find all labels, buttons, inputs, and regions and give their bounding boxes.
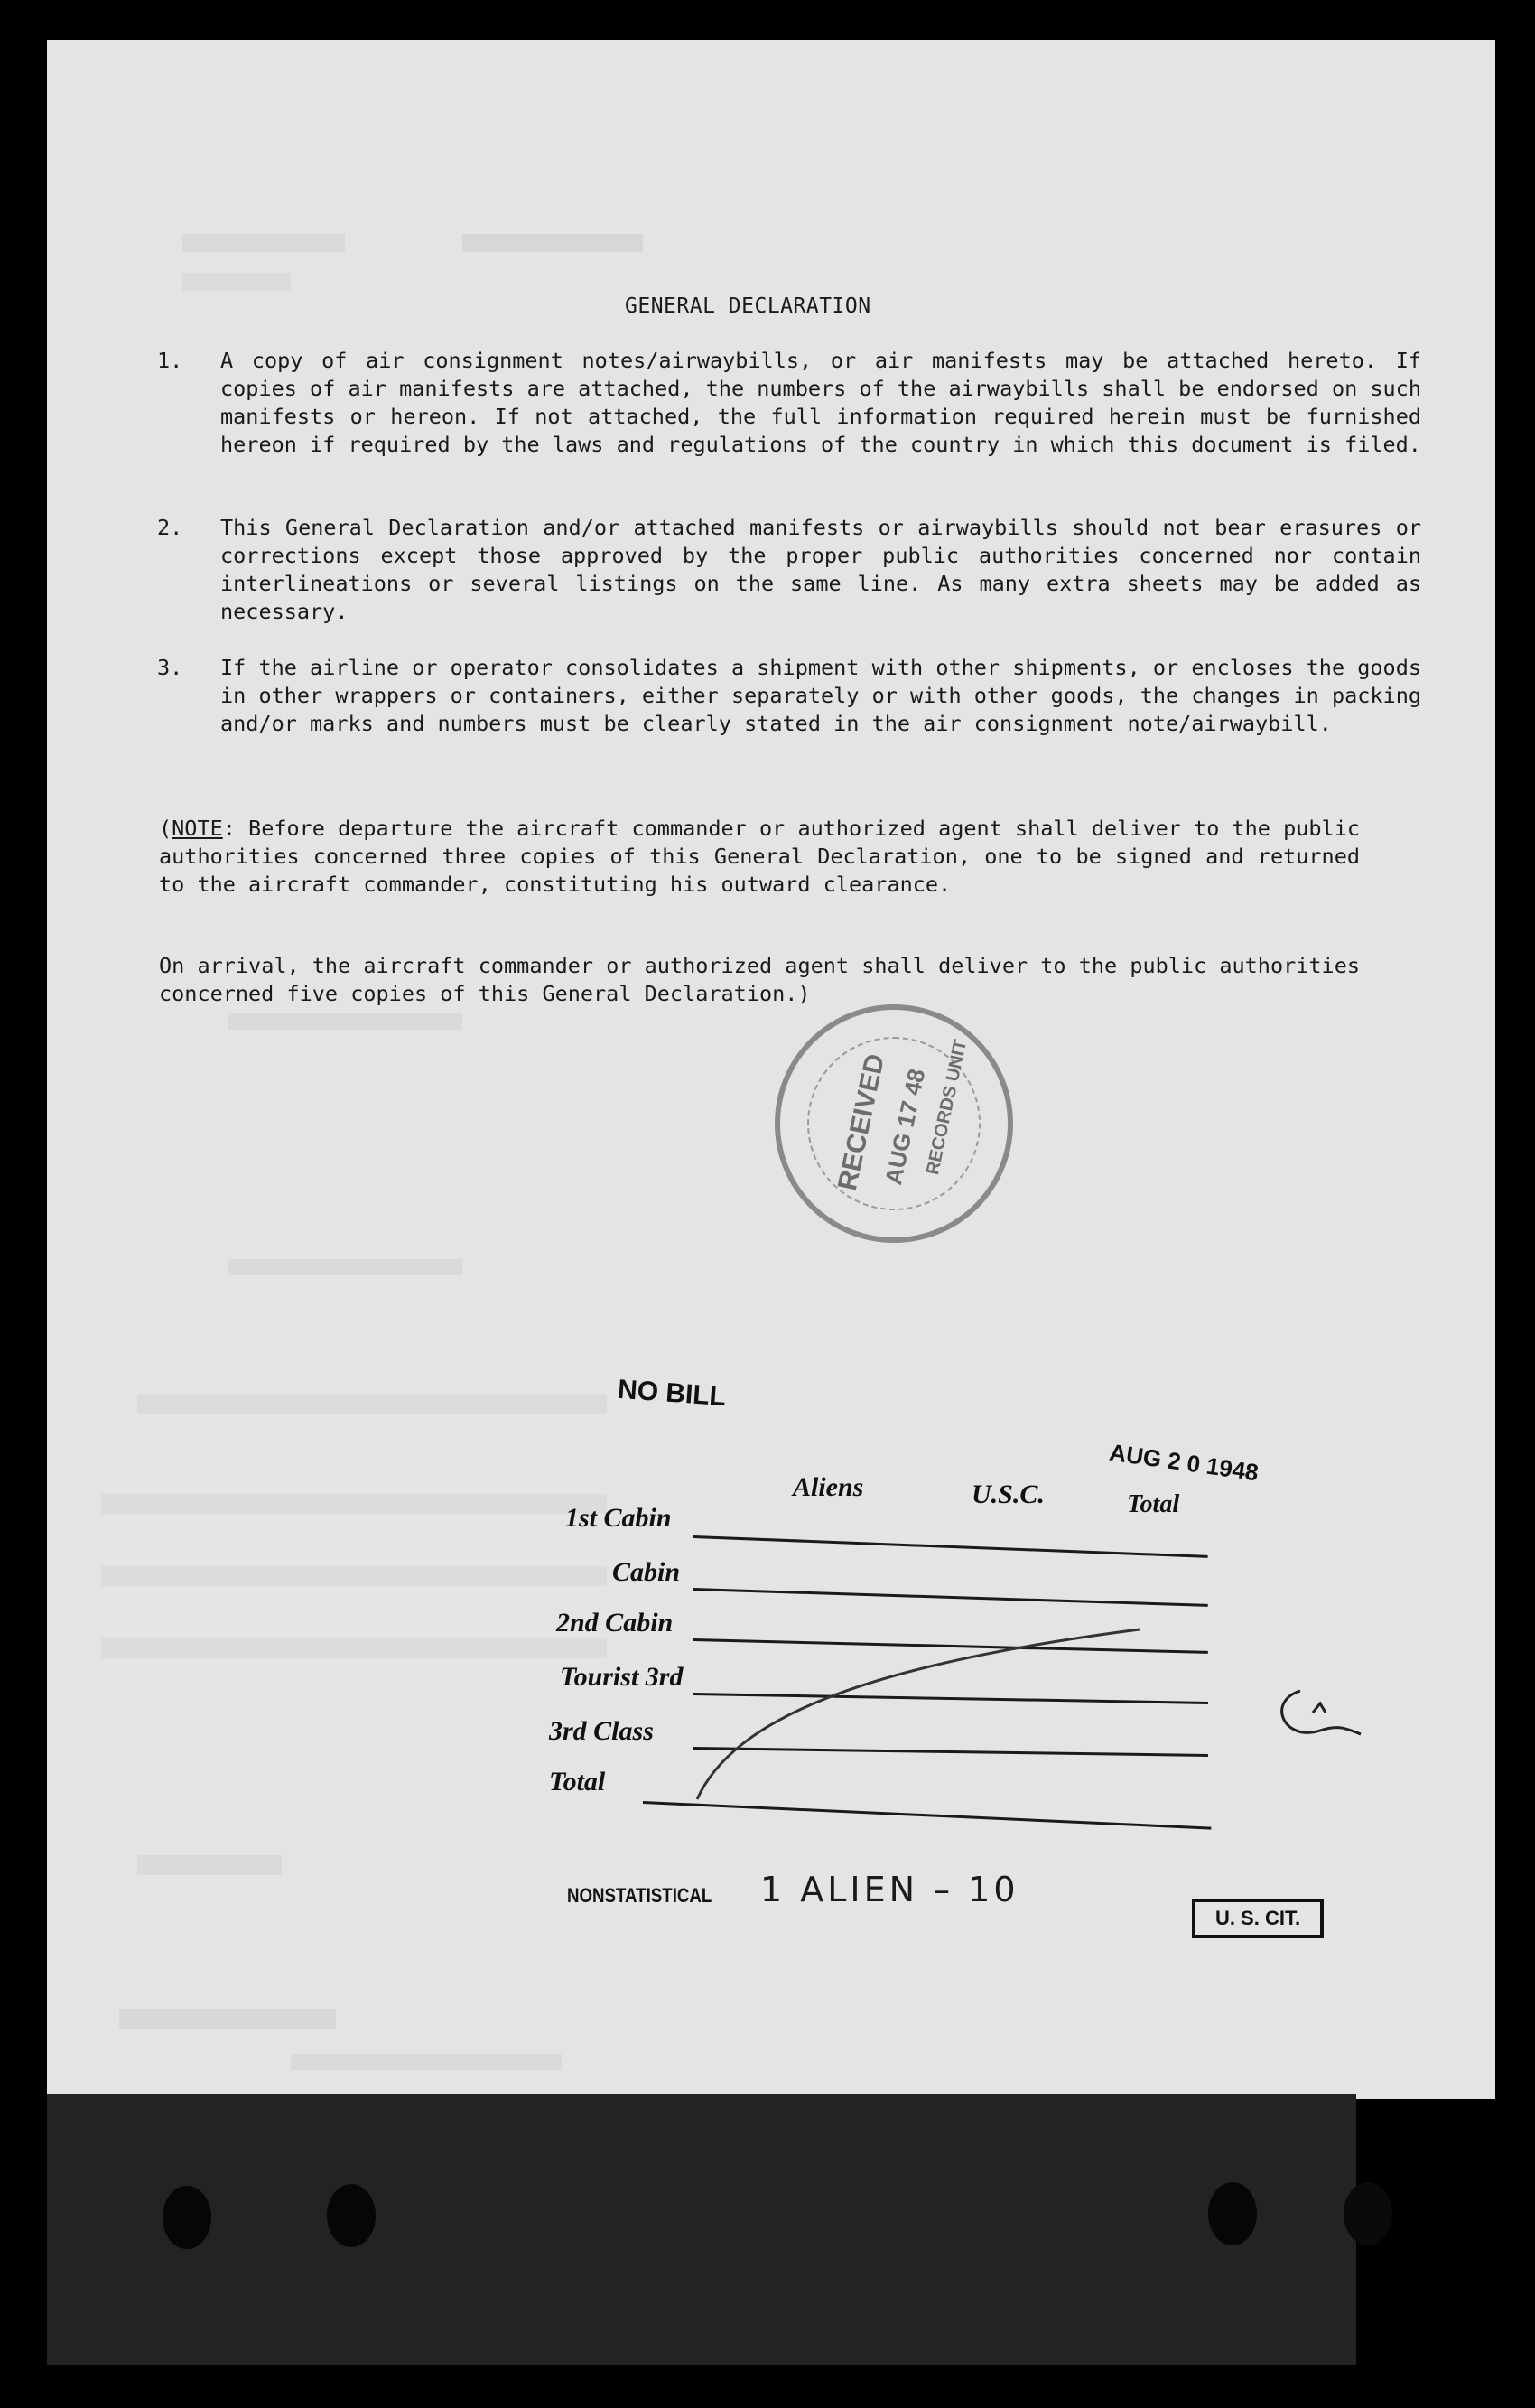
row-label: 1st Cabin: [565, 1503, 672, 1533]
item-text: This General Declaration and/or attached manifests or airwaybills should not bear erasures or corrections except those approved by the proper public authorities concerned nor contain interlineations or several listings on the same line. As many extra sheets may be added as necessary.: [220, 515, 1421, 624]
row-label: Cabin: [612, 1557, 681, 1587]
item-text: A copy of air consignment notes/airwaybills, or air manifests may be attached hereto. If copies of air manifests are attached, the numbers of the airwaybills shall be endorsed on such manifests or hereon. If not attached, the full information required herein must be furnished hereon if required by the laws and regulations of the country in which this document is filed.: [220, 348, 1421, 457]
punch-hole-icon: [163, 2186, 211, 2249]
item-number: 1.: [157, 348, 183, 373]
column-header-usc: U.S.C.: [972, 1479, 1045, 1509]
punch-hole-icon: [327, 2184, 376, 2247]
document-title: GENERAL DECLARATION: [625, 294, 871, 318]
document-page: [47, 40, 1495, 2099]
us-citizen-box: U. S. CIT.: [1192, 1899, 1324, 1938]
arrival-paragraph: On arrival, the aircraft commander or authorized agent shall deliver to the public authorities concerned five copies of this General Declaration.): [159, 953, 1360, 1006]
punch-hole-icon: [1208, 2182, 1257, 2245]
nonstatistical-label: NONSTATISTICAL: [567, 1884, 712, 1907]
scan-dark-area: [47, 2094, 1356, 2365]
row-label: Tourist 3rd: [560, 1662, 684, 1692]
column-header-total: Total: [1127, 1490, 1180, 1518]
no-bill-stamp: NO BILL: [617, 1374, 728, 1413]
received-stamp-word: RECEIVED: [833, 1050, 891, 1193]
item-number: 3.: [157, 655, 183, 680]
arrival-date-stamp: AUG 2 0 1948: [1107, 1438, 1261, 1487]
row-label: 2nd Cabin: [556, 1608, 674, 1638]
column-header-aliens: Aliens: [793, 1472, 864, 1502]
row-label: 3rd Class: [549, 1716, 654, 1746]
note-paragraph: (NOTE: Before departure the aircraft commander or authorized agent shall deliver to the public authorities concerned three copies of this General Declaration, one to be signed and returned to the aircraft commander, constituting his outward clearance.: [159, 816, 1360, 897]
item-number: 2.: [157, 515, 183, 540]
handwritten-note: 1 ALIEN – 10: [760, 1870, 1019, 1909]
received-stamp-unit: RECORDS UNIT: [923, 1038, 972, 1177]
punch-hole-icon: [1344, 2182, 1392, 2245]
received-stamp-date: AUG 17 48: [879, 1066, 931, 1188]
pen-marks: [47, 40, 1495, 2099]
item-text: If the airline or operator consolidates a shipment with other shipments, or encloses the goods in other wrappers or containers, either separately or with other goods, the changes in packing and/or marks and numbers must be clearly stated in the air consignment note/airwaybill.: [220, 655, 1421, 736]
row-label: Total: [549, 1767, 606, 1797]
note-label: NOTE: [172, 816, 223, 841]
